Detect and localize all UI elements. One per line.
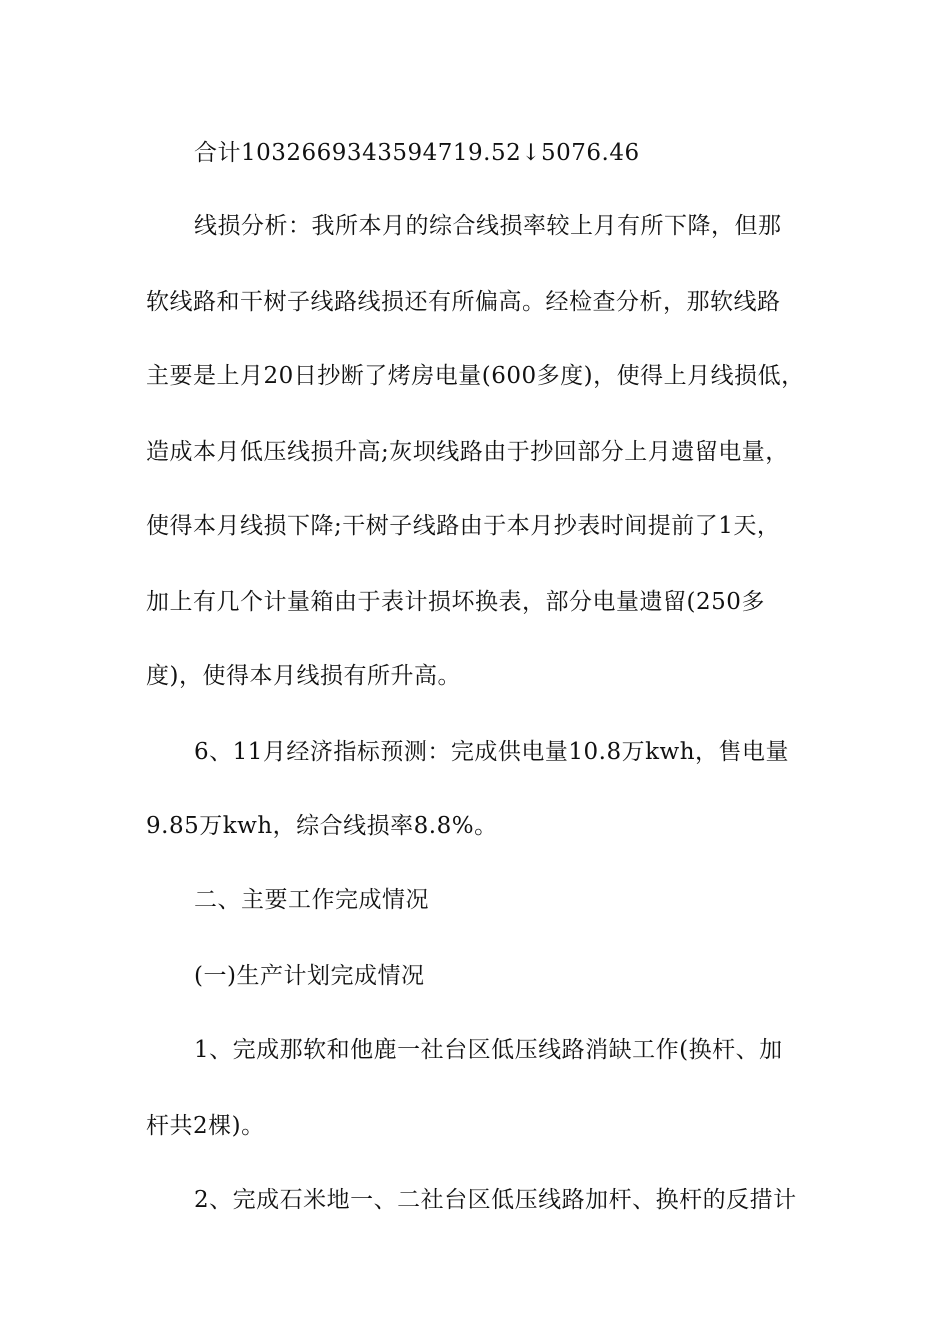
paragraph-line: 2、完成石米地一、二社台区低压线路加杆、换杆的反措计: [194, 1187, 797, 1213]
paragraph-line: 线损分析：我所本月的综合线损率较上月有所下降，但那: [194, 213, 782, 239]
total-line: 合计1032669343594719.52↓5076.46: [194, 140, 640, 166]
paragraph-line: 度)，使得本月线损有所升高。: [146, 663, 461, 689]
paragraph-line: 杆共2棵)。: [146, 1113, 265, 1139]
subsection-heading: (一)生产计划完成情况: [194, 963, 425, 989]
paragraph-line: 1、完成那软和他鹿一社台区低压线路消缺工作(换杆、加: [194, 1037, 783, 1063]
paragraph-line: 使得本月线损下降;干树子线路由于本月抄表时间提前了1天，: [146, 513, 781, 539]
paragraph-line: 6、11月经济指标预测：完成供电量10.8万kwh，售电量: [194, 739, 790, 765]
paragraph-line: 软线路和干树子线路线损还有所偏高。经检查分析，那软线路: [146, 289, 781, 315]
paragraph-line: 9.85万kwh，综合线损率8.8%。: [146, 813, 498, 839]
paragraph-line: 造成本月低压线损升高;灰坝线路由于抄回部分上月遗留电量，: [146, 439, 789, 465]
section-heading: 二、主要工作完成情况: [194, 887, 429, 913]
paragraph-line: 加上有几个计量箱由于表计损坏换表，部分电量遗留(250多: [146, 589, 765, 615]
paragraph-line: 主要是上月20日抄断了烤房电量(600多度)，使得上月线损低，: [146, 363, 805, 389]
